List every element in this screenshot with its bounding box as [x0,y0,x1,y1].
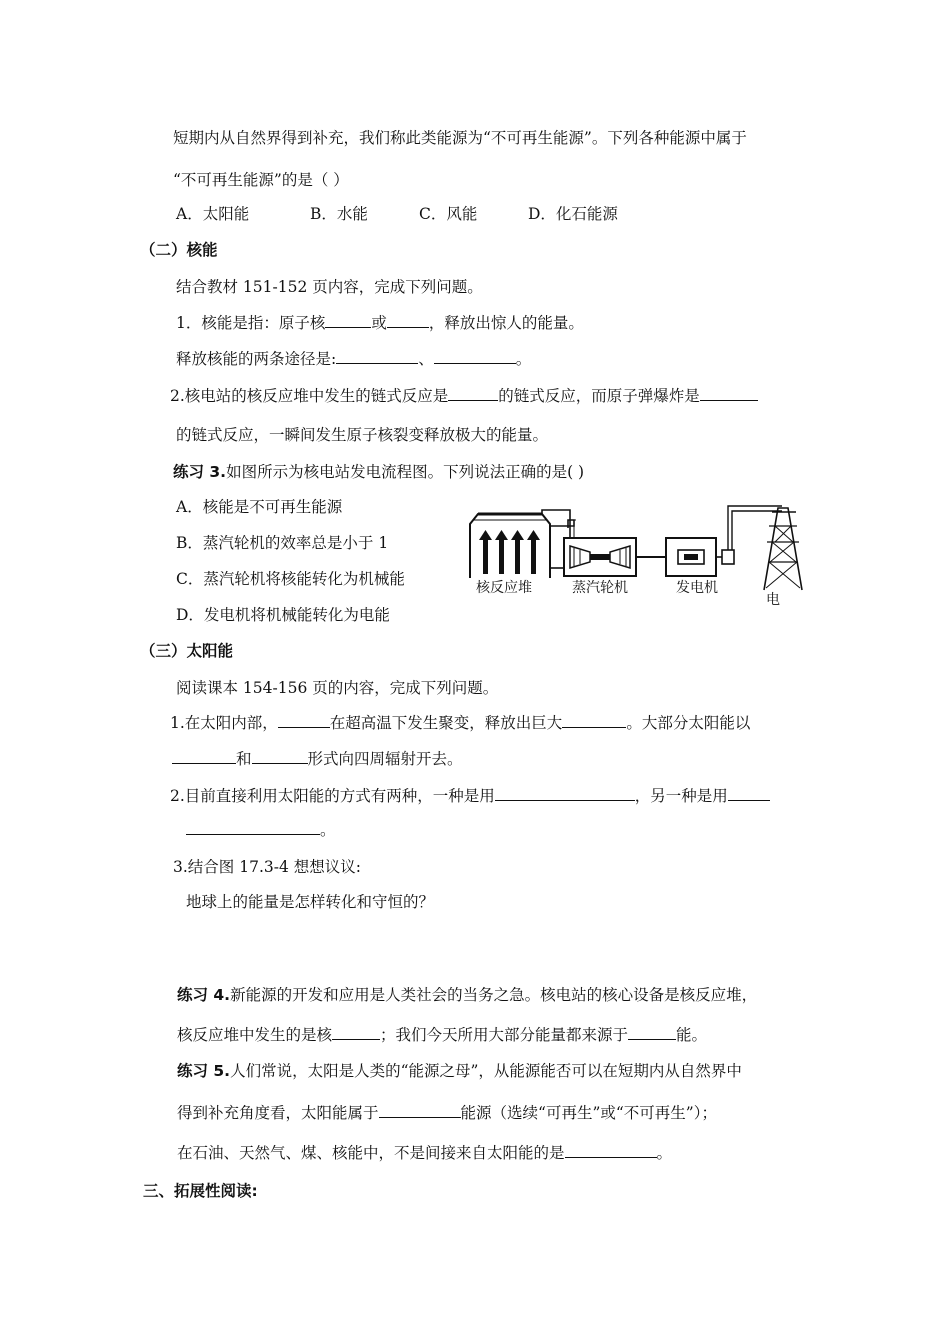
reactor-icon [470,514,550,578]
nuclear-q2-line-2: 的链式反应，一瞬间发生原子核裂变释放极大的能量。 [176,426,549,444]
exercise-5-line-3 [177,1143,672,1163]
solar-q1-blank-1[interactable] [278,713,330,728]
solar-q1-text-b: 在超高温下发生聚变，释放出巨大 [329,714,563,732]
exercise-5-blank-2[interactable] [565,1143,657,1158]
nuclear-plant-diagram [466,498,814,608]
solar-q1-blank-4[interactable] [252,749,308,764]
exercise-3-option-c: C．蒸汽轮机将核能转化为机械能 [176,570,405,588]
solar-q1-line-2 [172,749,463,769]
solar-q1 [170,713,750,733]
exercise-5-line-2 [177,1103,717,1123]
solar-q2-blank-1[interactable] [495,786,635,801]
intro-option-a: A．太阳能 [176,205,250,223]
exercise-4-blank-2[interactable] [628,1025,676,1040]
exercise-5-text-c: 在石油、天然气、煤、核能中，不是间接来自太阳能的是 [177,1144,565,1162]
exercise-5 [177,1061,742,1081]
exercise-3-text: 如图所示为核电站发电流程图。下列说法正确的是( ) [226,463,585,481]
solar-q1-text-c: 。大部分太阳能以 [626,714,751,732]
exercise-4-text: 新能源的开发和应用是人类社会的当务之急。核电站的核心设备是核反应堆， [230,986,758,1004]
solar-q2-blank-2[interactable] [728,786,770,801]
exercise-4 [177,985,757,1005]
nuclear-q2-blank-1[interactable] [448,386,498,401]
exercise-5-text-d: 。 [656,1144,673,1162]
solar-q2-line-2 [186,820,336,840]
nuclear-q2-text-a: 2.核电站的核反应堆中发生的链式反应是 [170,387,449,405]
nuclear-q1 [176,313,584,333]
solar-q1-text-a: 1.在太阳内部， [170,714,278,732]
solar-q2-blank-3[interactable] [186,820,320,835]
exercise-3-option-b: B．蒸汽轮机的效率总是小于 1 [176,534,389,552]
exercise-3-option-d: D．发电机将机械能转化为电能 [176,606,390,624]
diagram-label-reactor: 核反应堆 [476,580,532,596]
exercise-3-option-a: A．核能是不可再生能源 [176,498,343,516]
solar-q2-text-b: ，另一种是用 [634,787,728,805]
solar-q1-text-d: 和 [236,750,252,768]
exercise-5-label: 练习 5. [177,1062,231,1080]
section-3-heading: 三、拓展性阅读: [143,1182,258,1200]
nuclear-q1b-text-c: 。 [515,350,532,368]
solar-q1-blank-2[interactable] [562,713,626,728]
exercise-4-text-c: 能。 [676,1026,708,1044]
intro-option-b: B．水能 [310,205,368,223]
solar-q2-text-c: 。 [320,821,336,839]
nuclear-q1-text-b: 或 [371,314,387,332]
exercise-5-blank-1[interactable] [379,1103,461,1118]
intro-option-d: D．化石能源 [528,205,618,223]
nuclear-q1-text-c: ，释放出惊人的能量。 [428,314,584,332]
nuclear-q1b-blank-2[interactable] [434,349,516,364]
exercise-4-text-b: ；我们今天所用大部分能量都来源于 [380,1026,629,1044]
solar-heading: （三）太阳能 [140,642,234,660]
nuclear-intro: 结合教材 151-152 页内容，完成下列问题。 [176,278,483,296]
nuclear-q1-blank-2[interactable] [387,313,429,328]
exercise-5-text: 人们常说，太阳是人类的“能源之母”，从能源能否可以在短期内从自然界中 [230,1062,742,1080]
diagram-label-generator: 发电机 [676,580,718,596]
nuclear-q2-text-b: 的链式反应，而原子弹爆炸是 [498,387,700,405]
nuclear-q2 [170,386,758,406]
intro-line-2: “不可再生能源”的是（ ） [173,171,349,189]
solar-intro: 阅读课本 154-156 页的内容，完成下列问题。 [176,679,499,697]
exercise-4-label: 练习 4. [177,986,231,1004]
nuclear-q1-blank-1[interactable] [325,313,371,328]
nuclear-q1b-text-b: 、 [418,350,434,368]
nuclear-q1b-blank-1[interactable] [336,349,418,364]
exercise-4-text-a: 核反应堆中发生的是核 [177,1026,333,1044]
nuclear-q1b [176,349,531,369]
steam-turbine-icon [564,538,636,576]
nuclear-q1-text-a: 1．核能是指：原子核 [176,314,326,332]
intro-line-1: 短期内从自然界得到补充，我们称此类能源为“不可再生能源”。下列各种能源中属于 [173,129,747,147]
exercise-3 [173,462,584,482]
intro-option-c: C．风能 [419,205,478,223]
solar-q1-blank-3[interactable] [172,749,236,764]
nuclear-heading: （二）核能 [140,241,218,259]
solar-q1-text-e: 形式向四周辐射开去。 [307,750,463,768]
solar-q3: 3.结合图 17.3-4 想想议议: [173,858,361,876]
nuclear-q2-blank-2[interactable] [700,386,758,401]
solar-q2 [170,786,770,806]
generator-icon [666,538,716,576]
solar-q2-text-a: 2.目前直接利用太阳能的方式有两种，一种是用 [170,787,495,805]
diagram-label-turbine: 蒸汽轮机 [572,580,628,596]
exercise-3-label: 练习 3. [173,463,227,481]
exercise-4-line-2 [177,1025,707,1045]
nuclear-q1b-text-a: 释放核能的两条途径是: [176,350,337,368]
diagram-label-electricity: 电 [766,592,780,608]
exercise-5-text-b: 能源（选续“可再生”或“不可再生”）； [460,1104,717,1122]
power-tower-icon [764,508,802,590]
exercise-4-blank-1[interactable] [332,1025,380,1040]
exercise-5-text-a: 得到补充角度看，太阳能属于 [177,1104,379,1122]
solar-q3-sub: 地球上的能量是怎样转化和守恒的？ [186,893,435,911]
